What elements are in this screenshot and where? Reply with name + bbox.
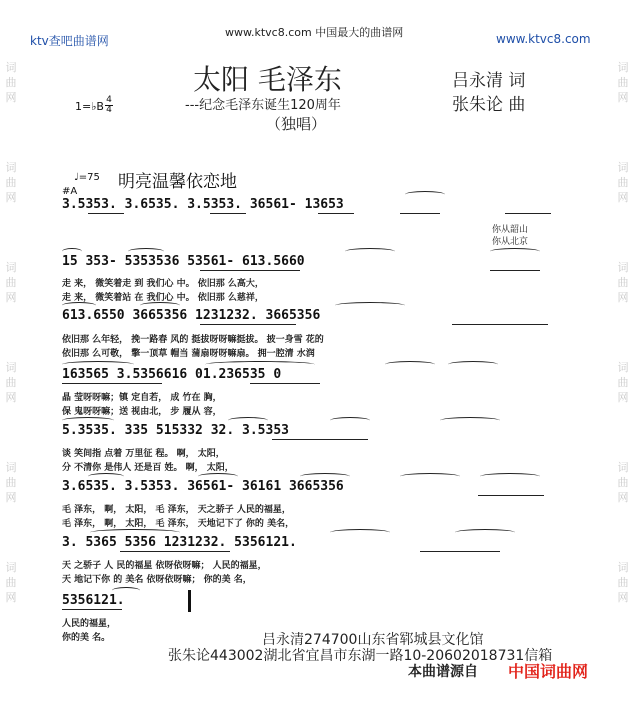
site-banner-center: www.ktvc8.com 中国最大的曲谱网 (225, 26, 404, 39)
tempo-marking: ♩=75 (74, 172, 100, 183)
key-signature: 1=♭B (75, 100, 104, 113)
score-row-7-notes: 3. 5365 5356 1231232. 5356121. (62, 535, 297, 550)
score-row-5-lyric-1: 谈 笑间指 点着 万里征 程。 啊， 太阳， (62, 449, 225, 459)
watermark-left-3: 词曲网 (5, 261, 17, 304)
score-row-4-lyric-1: 晶 莹呀呀嘛；镇 定自若， 成 竹在 胸， (62, 393, 222, 403)
final-barline (188, 590, 191, 612)
score-row-8-lyric-2: 你的美 名。 (62, 633, 111, 643)
score-row-1-notes: 3.5353. 3.6535. 3.5353. 36561- 13653 (62, 197, 344, 212)
score-row-2-lyric-2: 走 来， 微笑着站 在 我们心 中。 依旧那 么慈祥， (62, 293, 264, 303)
score-row-4-lyric-2: 保 鬼呀呀嘛；送 视由北， 步 履从 容， (62, 407, 222, 417)
score-row-7-lyric-1: 天 之骄子 人 民的福星 依呀依呀嘛； 人民的福星， (62, 561, 267, 571)
footer-address-lyricist: 吕永清274700山东省郓城县文化馆 (262, 632, 484, 648)
score-row-7-lyric-2: 天 地记下你 的 美名 依呀依呀嘛； 你的美 名， (62, 575, 252, 585)
watermark-left-2: 词曲网 (5, 161, 17, 204)
watermark-left-5: 词曲网 (5, 461, 17, 504)
expression-marking: 明亮温馨依恋地 (118, 172, 237, 192)
score-row-5-lyric-2: 分 不清你 是伟人 还是百 姓。 啊， 太阳， (62, 463, 234, 473)
score-row-1-aside-1: 你从韶山 (492, 225, 529, 235)
watermark-right-5: 词曲网 (617, 461, 629, 504)
footer-source-label: 本曲谱源自 (408, 664, 478, 680)
score-row-6-lyric-1: 毛 泽东， 啊， 太阳， 毛 泽东， 天之骄子 人民的福星， (62, 505, 291, 515)
time-bottom: 4 (106, 105, 112, 115)
score-row-2-lyric-1: 走 来， 微笑着走 到 我们心 中。 依旧那 么高大， (62, 279, 264, 289)
score-row-5-notes: 5.3535. 335 515332 32. 3.5353 (62, 423, 289, 438)
watermark-left-1: 词曲网 (5, 61, 17, 104)
score-row-4-notes: 163565 3.5356616 01.236535 0 (62, 367, 282, 382)
lyricist: 吕永清 词 (452, 71, 526, 91)
score-row-2-notes: 15 353- 5353536 53561- 613.5660 (62, 254, 305, 269)
song-title: 太阳 毛泽东 (193, 63, 342, 96)
watermark-left-6: 词曲网 (5, 561, 17, 604)
song-style: （独唱） (266, 115, 327, 133)
time-top: 4 (106, 95, 112, 105)
site-name-left[interactable]: ktv查吧曲谱网 (30, 34, 109, 48)
section-marker: #A (62, 186, 78, 197)
score-row-3-lyric-1: 依旧那 么年轻， 挽一路春 风的 挺拔呀呀嘛挺拔。 披一身雪 花的 (62, 335, 324, 345)
score-row-1-aside-2: 你从北京 (492, 237, 529, 247)
site-url-right[interactable]: www.ktvc8.com (496, 32, 591, 46)
score-row-6-notes: 3.6535. 3.5353. 36561- 36161 3665356 (62, 479, 344, 494)
score-row-3-notes: 613.6550 3665356 1231232. 3665356 (62, 308, 321, 323)
score-row-8-lyric-1: 人民的福星， (62, 619, 117, 629)
footer-address-composer: 张朱论443002湖北省宜昌市东湖一路10-2060201873​1信箱 (168, 648, 553, 664)
watermark-left-4: 词曲网 (5, 361, 17, 404)
watermark-right-4: 词曲网 (617, 361, 629, 404)
score-row-8-notes: 5356121. (62, 593, 125, 608)
footer-brand-logo[interactable]: 中国词曲网 (508, 662, 589, 681)
watermark-right-1: 词曲网 (617, 61, 629, 104)
score-row-6-lyric-2: 毛 泽东， 啊， 太阳， 毛 泽东， 天地记下了 你的 美名， (62, 519, 295, 529)
watermark-right-6: 词曲网 (617, 561, 629, 604)
song-subtitle: ---纪念毛泽东诞生120周年 (185, 98, 341, 113)
watermark-right-3: 词曲网 (617, 261, 629, 304)
time-signature (105, 96, 113, 115)
composer: 张朱论 曲 (452, 95, 526, 115)
watermark-right-2: 词曲网 (617, 161, 629, 204)
score-row-3-lyric-2: 依旧那 么可敬， 擎一顶草 帽当 蒲扇呀呀嘛扇。 拥一腔清 水润 (62, 349, 315, 359)
